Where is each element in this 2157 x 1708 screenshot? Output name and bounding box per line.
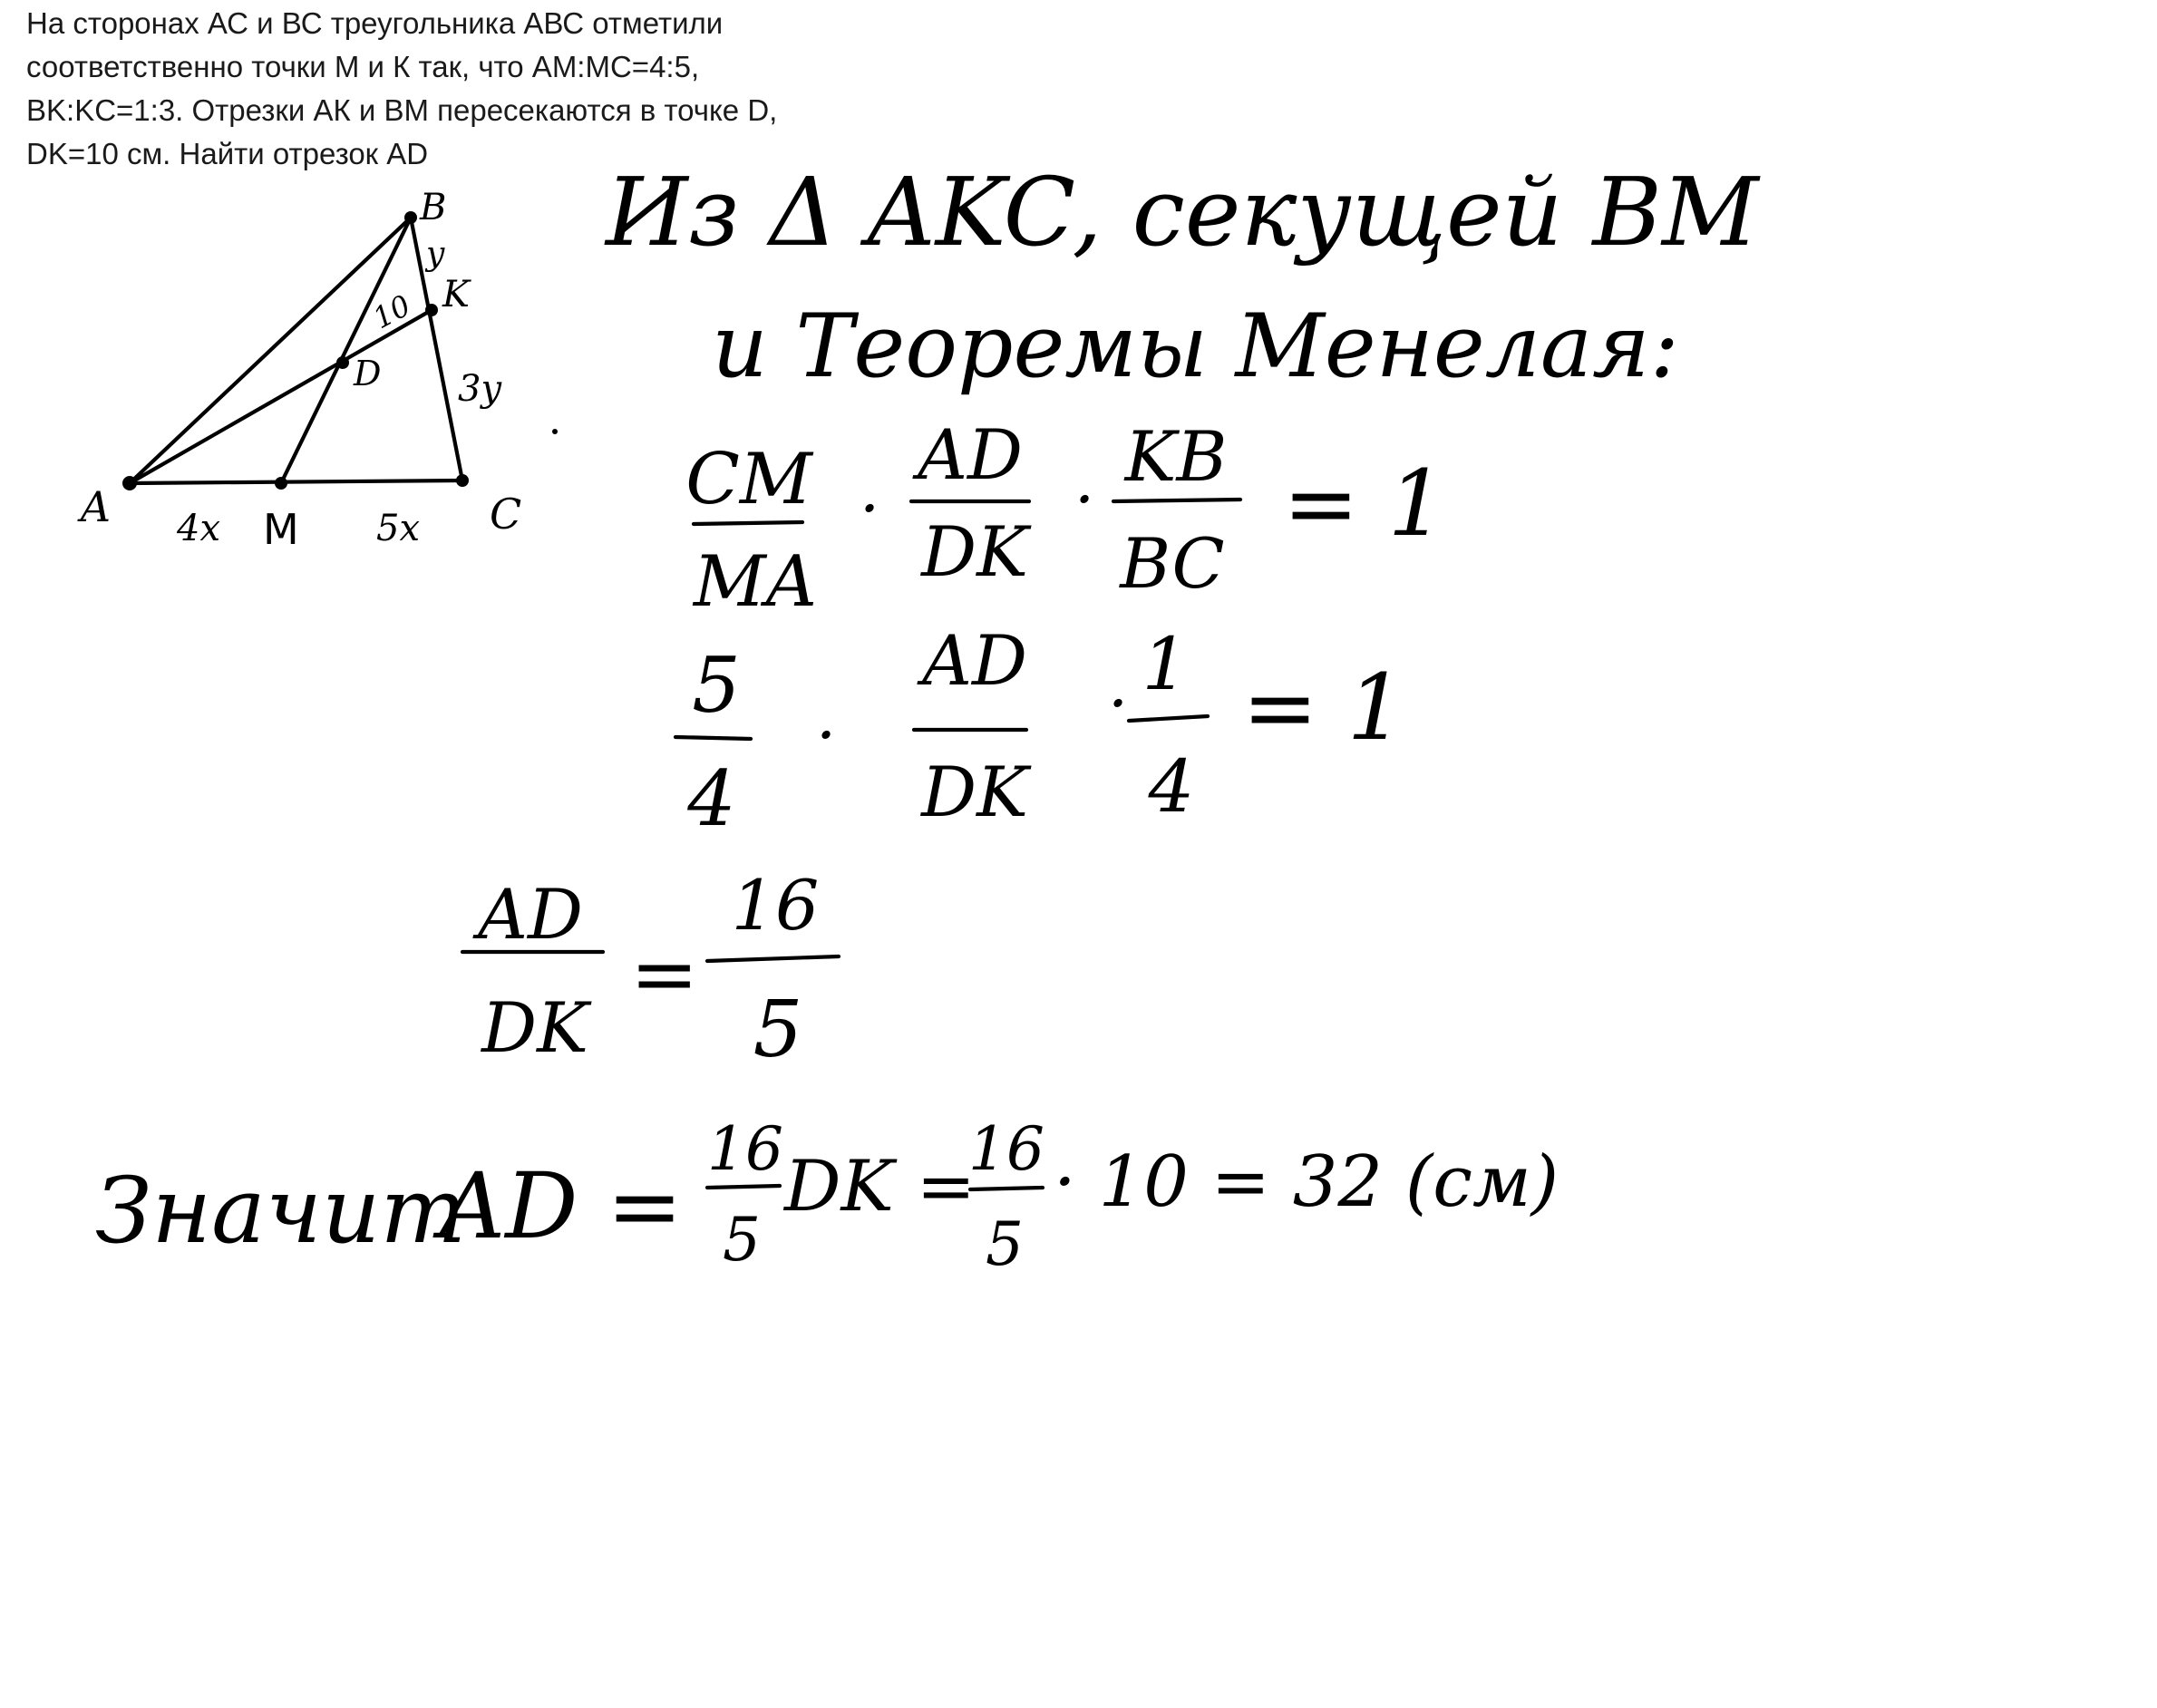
- final-frac2-bar: [970, 1188, 1043, 1189]
- intro-line-1: Из Δ AKC, секущей BM: [606, 157, 1759, 267]
- side-ac: [130, 480, 462, 483]
- final-frac1-den: 5: [723, 1205, 761, 1275]
- eq1-frac2-den: DK: [921, 511, 1028, 592]
- point-b: [404, 211, 417, 224]
- final-tail: · 10 = 32 (см): [1054, 1141, 1559, 1223]
- label-m: M: [263, 505, 299, 554]
- eq2-dot1: ·: [816, 698, 837, 772]
- eq1-equals-one: = 1: [1283, 451, 1446, 557]
- intro-line-2: и Теоремы Менелая:: [712, 296, 1679, 397]
- eq2-frac3-den: 4: [1148, 744, 1195, 829]
- eq2-frac1-bar: [675, 737, 751, 739]
- eq2-frac3-num: 1: [1142, 622, 1189, 706]
- final-frac2-num: 16: [968, 1114, 1044, 1184]
- equation-substituted: [675, 620, 1404, 843]
- eq1-frac1-den: MA: [693, 541, 818, 623]
- equation-menelaus: [685, 414, 1445, 623]
- label-k: K: [442, 274, 470, 315]
- segment-bm: [281, 218, 411, 483]
- eq1-dot2: ·: [1074, 462, 1095, 537]
- final-word: Значит: [95, 1158, 467, 1264]
- eq2-frac1-num: 5: [692, 641, 741, 730]
- segment-label-am: 4x: [177, 508, 221, 549]
- eq3-lhs-num: AD: [478, 874, 583, 955]
- stray-dot: [552, 429, 558, 434]
- side-ab: [130, 218, 411, 483]
- label-a: А: [80, 482, 112, 531]
- eq2-dot2: ·: [1108, 666, 1129, 741]
- segment-label-dk: 10: [367, 287, 416, 336]
- point-m: [275, 477, 287, 490]
- final-frac1-bar: [707, 1186, 780, 1188]
- segment-label-kc: 3y: [458, 368, 502, 410]
- eq3-rhs-num: 16: [731, 865, 820, 946]
- eq1-frac1-num: CM: [685, 439, 812, 520]
- equation-ratio: [462, 865, 839, 1075]
- eq3-rhs-den: 5: [753, 985, 803, 1075]
- final-frac1-num: 16: [707, 1114, 783, 1184]
- eq1-dot1: ·: [860, 471, 880, 546]
- eq2-frac1-den: 4: [687, 754, 736, 843]
- eq2-frac2-num: AD: [922, 620, 1027, 701]
- point-a: [122, 476, 137, 490]
- eq3-rhs-bar: [707, 956, 839, 961]
- problem-line: DK=10 см. Найти отрезок AD: [26, 137, 429, 170]
- label-d: D: [354, 354, 382, 393]
- segment-label-mc: 5x: [376, 508, 421, 549]
- eq1-frac2-num: AD: [918, 414, 1023, 495]
- label-c: C: [490, 490, 522, 539]
- eq1-frac3-num: KB: [1124, 416, 1228, 497]
- eq2-frac2-den: DK: [921, 752, 1028, 832]
- eq2-equals-one: = 1: [1242, 655, 1405, 761]
- eq2-frac3-bar: [1129, 716, 1208, 721]
- eq3-lhs-den: DK: [481, 987, 588, 1068]
- eq1-frac3-den: BC: [1120, 523, 1225, 604]
- point-k: [425, 304, 438, 316]
- label-b: B: [420, 187, 447, 228]
- point-d: [336, 356, 349, 369]
- point-c: [456, 474, 469, 487]
- final-frac2-den: 5: [986, 1209, 1024, 1279]
- segment-ak: [130, 310, 432, 483]
- problem-line: соответственно точки М и К так, что AM:MC=4:5,: [26, 50, 700, 83]
- final-answer: [95, 1114, 1559, 1279]
- segment-label-bk: y: [426, 236, 445, 273]
- triangle-figure: [77, 187, 558, 554]
- problem-line: BK:KC=1:3. Отрезки АК и ВМ пересекаются в точке D,: [26, 93, 778, 127]
- eq1-frac3-bar: [1113, 500, 1240, 501]
- eq1-frac1-bar: [694, 522, 802, 524]
- problem-line: На сторонах АС и ВС треугольника АВС отметили: [26, 6, 724, 40]
- final-lhs: AD =: [440, 1153, 683, 1259]
- final-mid: DK =: [784, 1146, 976, 1228]
- eq3-equals: =: [630, 927, 699, 1022]
